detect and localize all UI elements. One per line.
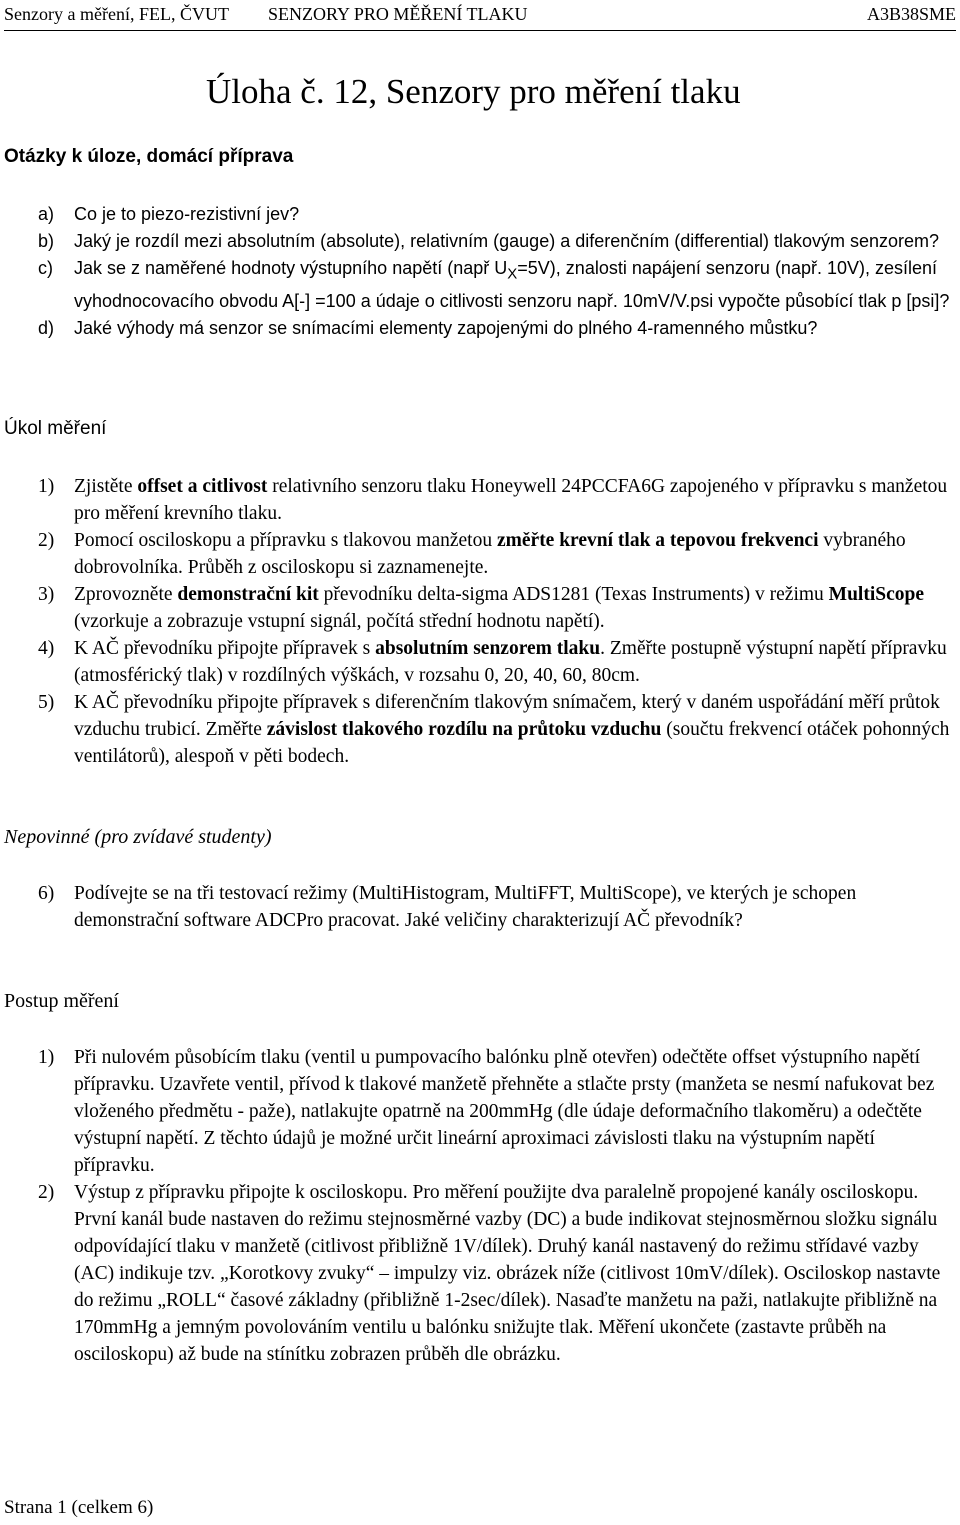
question-item (0, 201, 960, 228)
task-text: relativního senzoru tlaku Honeywell 24PCCFA6G zapojeného v přípravku s manžetou pro měření krevního tlaku. (74, 476, 948, 524)
optional-text: Podívejte se na tři testovací režimy (MultiHistogram, MultiFFT, MultiScope), ve kterých je schopen demonstrační software ADCPro pracovat. Jaké veličiny charakterizují AČ převodník? (74, 883, 857, 931)
task-text: vybraného dobrovolníka. Průběh z osciloskopu si zaznamenejte. (74, 530, 906, 578)
task-item (0, 473, 960, 527)
question-text: Co je to piezo-rezistivní jev? (74, 204, 300, 224)
task-emphasis: MultiScope (828, 584, 925, 605)
task-text: (součtu frekvencí otáček pohonných ventilátorů), alespoň v pěti bodech. (74, 719, 950, 767)
task-item (0, 635, 960, 689)
question-item (0, 315, 960, 342)
task-text: . Změřte postupně výstupní napětí přípravku (atmosférický tlak) v rozdílných výškách, v rozsahu 0, 20, 40, 60, 80cm. (74, 638, 947, 686)
question-item (0, 255, 960, 315)
task-item (0, 581, 960, 635)
header-code: A3B38SME (866, 4, 956, 24)
header-topic: SENZORY PRO MĚŘENÍ TLAKU (268, 4, 528, 24)
optional-item (0, 880, 960, 934)
task-heading: Úkol měření (4, 418, 107, 439)
page-title: Úloha č. 12, Senzory pro měření tlaku (206, 72, 741, 111)
question-text: =5V), znalosti napájení senzoru (např. 10V), zesílení vyhodnocovacího obvodu A[-] =100 a údaje o citlivosti senzoru např. 10mV/V.psi vypočte působící tlak p [psi]? (74, 258, 950, 311)
question-marker: b) (38, 231, 55, 251)
task-text: Zprovozněte (74, 584, 178, 605)
procedure-heading: Postup měření (4, 990, 119, 1012)
task-marker: 2) (38, 530, 55, 551)
procedure-marker: 2) (38, 1182, 55, 1203)
questions-heading: Otázky k úloze, domácí příprava (4, 146, 294, 167)
task-marker: 4) (38, 638, 55, 659)
questions-list (0, 201, 960, 342)
task-marker: 1) (38, 476, 55, 497)
task-emphasis: absolutním senzorem tlaku (375, 638, 601, 659)
question-text: Jak se z naměřené hodnoty výstupního napětí (např U (74, 258, 508, 278)
optional-marker: 6) (38, 883, 55, 904)
procedure-marker: 1) (38, 1047, 55, 1068)
task-marker: 5) (38, 692, 55, 713)
task-text: K AČ převodníku připojte přípravek s (74, 638, 376, 659)
procedure-list (0, 1044, 960, 1368)
procedure-text: Při nulovém působícím tlaku (ventil u pumpovacího balónku plně otevřen) odečtěte offset výstupního napětí přípravku. Uzavřete ventil, přívod k tlakové manžetě přehněte a stlačte prsty (manžeta se nesmí nafukovat bez vloženého předmětu - paže), natlakujte opatrně na 200mmHg (dle údaje deformačního tlakoměru) a odečtěte výstupní napětí. Z těchto údajů je možné určit lineární aproximaci závislosti tlaku na výstupním napětí přípravku. (74, 1047, 935, 1176)
running-header (4, 0, 956, 31)
task-list (0, 473, 960, 770)
task-emphasis: závislost tlakového rozdílu na průtoku vzduchu (266, 719, 662, 740)
task-emphasis: offset a citlivost (137, 476, 268, 497)
task-item (0, 689, 960, 770)
task-text: (vzorkuje a zobrazuje vstupní signál, počítá střední hodnotu napětí). (74, 611, 605, 632)
task-item (0, 527, 960, 581)
subscript: X (507, 265, 518, 283)
question-text: Jaké výhody má senzor se snímacími elementy zapojenými do plného 4-ramenného můstku? (74, 317, 818, 338)
task-text: K AČ převodníku připojte přípravek s diferenčním tlakovým snímačem, který v daném uspořádání měří průtok vzduchu trubicí. Změřte (74, 692, 940, 740)
header-course: Senzory a měření, FEL, ČVUT (4, 4, 229, 24)
task-marker: 3) (38, 584, 55, 605)
task-text: Pomocí osciloskopu a přípravku s tlakovou manžetou (74, 530, 497, 551)
question-marker: d) (38, 317, 55, 338)
question-item (0, 228, 960, 255)
question-text: Jaký je rozdíl mezi absolutním (absolute), relativním (gauge) a diferenčním (differential) tlakovým senzorem? (74, 231, 940, 251)
page-footer: Strana 1 (celkem 6) (4, 1497, 154, 1518)
question-marker: c) (38, 258, 53, 278)
task-emphasis: demonstrační kit (177, 584, 319, 605)
task-emphasis: změřte krevní tlak a tepovou frekvenci (496, 530, 819, 551)
procedure-item (0, 1179, 960, 1368)
procedure-item (0, 1044, 960, 1179)
question-marker: a) (38, 204, 55, 224)
optional-list (0, 880, 960, 934)
task-text: převodníku delta-sigma ADS1281 (Texas Instruments) v režimu (318, 584, 829, 605)
task-text: Zjistěte (74, 476, 138, 497)
optional-heading: Nepovinné (pro zvídavé studenty) (4, 826, 272, 848)
procedure-text: Výstup z přípravku připojte k osciloskopu. Pro měření použijte dva paralelně propojené kanály osciloskopu. První kanál bude nastaven do režimu stejnosměrné vazby (DC) a bude indikovat stejnosměrnou složku signálu odpovídající tlaku v manžetě (citlivost přibližně 1V/dílek). Druhý kanál nastavený do režimu střídavé vazby (AC) indikuje tzv. „Korotkovy zvuky“ – impulzy viz. obrázek níže (citlivost 10mV/dílek). Osciloskop nastavte do režimu „ROLL“ časové základny (přibližně 1-2sec/dílek). Nasaďte manžetu na paži, natlakujte přibližně na 170mmHg a jemným povolováním ventilu u balónku snižujte tlak. Měření ukončete (zastavte průběh na osciloskopu) až bude na stínítku zobrazen průběh dle obrázku. (74, 1182, 941, 1365)
